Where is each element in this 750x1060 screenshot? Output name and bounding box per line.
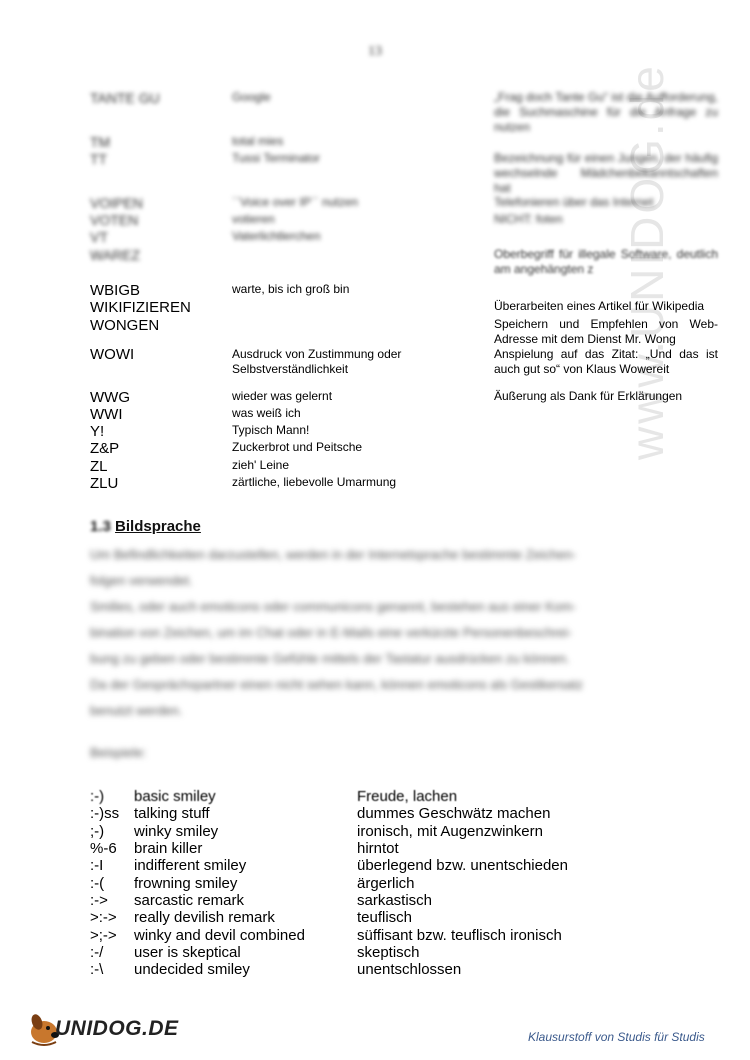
glossary-definition: Google	[232, 90, 271, 104]
glossary-definition: Typisch Mann!	[232, 423, 310, 437]
glossary-definition: zärtliche, liebevolle Umarmung	[232, 475, 397, 489]
glossary-definition: Vaterlichtlerchen	[232, 229, 321, 243]
emoticon-meaning: hirntot	[357, 840, 399, 857]
glossary-term: VOTEN	[90, 212, 139, 228]
emoticon-name: really devilish remark	[134, 909, 275, 926]
emoticon-name: basic smiley	[134, 788, 216, 805]
emoticon-name: undecided smiley	[134, 961, 250, 978]
glossary-term: ZLU	[90, 475, 119, 492]
glossary-note: Bezeichnung für einen Jungen, der häufig wechselnde Mädchenbekanntschaften hat	[494, 151, 718, 195]
glossary-definition: Ausdruck von Zustimmung oder Selbstverständlichkeit	[232, 347, 402, 376]
section-title: Bildsprache	[115, 518, 201, 535]
emoticon-meaning: ärgerlich	[357, 875, 415, 892]
glossary-definition: ``Voice over IP´´ nutzen	[232, 195, 359, 209]
glossary-definition: wieder was gelernt	[232, 389, 333, 403]
emoticon-code: %-6	[90, 840, 117, 857]
glossary-note: Oberbegriff für illegale Software, deutlich am angehängten z	[494, 247, 718, 276]
paragraph-line: bination von Zeichen, um im Chat oder in E-Mails eine verkürzte Personenbeschrei-	[90, 625, 572, 640]
emoticon-meaning: skeptisch	[357, 944, 420, 961]
emoticon-name: user is skeptical	[134, 944, 241, 961]
section-number: 1.3	[90, 518, 111, 535]
footer-logo-text[interactable]: UNIDOG.DE	[55, 1017, 179, 1040]
glossary-term: WIKIFIZIEREN	[90, 299, 191, 316]
emoticon-name: indifferent smiley	[134, 857, 247, 874]
emoticon-code: >;->	[90, 927, 117, 944]
emoticon-code: :-)ss	[90, 805, 120, 822]
paragraph-line: Um Befindlichkeiten darzustellen, werden in der Internetsprache bestimmte Zeichen-	[90, 547, 577, 562]
glossary-definition: total mies	[232, 134, 284, 148]
emoticon-meaning: unentschlossen	[357, 961, 462, 978]
glossary-definition: Zuckerbrot und Peitsche	[232, 440, 363, 454]
glossary-term: WOWI	[90, 346, 135, 363]
emoticon-code: ;-)	[90, 823, 105, 840]
glossary-note: „Frag doch Tante Gu“ ist die Aufforderung, die Suchmaschine für die Anfrage zu nutzen	[494, 90, 718, 134]
glossary-term: WAREZ	[90, 247, 141, 263]
emoticon-name: winky smiley	[134, 823, 219, 840]
glossary-term: WWI	[90, 406, 123, 423]
glossary-term: WBIGB	[90, 282, 141, 299]
glossary-note: Speichern und Empfehlen von Web-Adresse mit dem Dienst Mr. Wong	[494, 317, 718, 346]
glossary-term: ZL	[90, 458, 108, 475]
glossary-definition: warte, bis ich groß bin	[232, 282, 350, 296]
glossary-definition: Tussi Terminator	[232, 151, 321, 165]
emoticon-code: >:->	[90, 909, 117, 926]
examples-label: Beispiele:	[90, 745, 147, 760]
glossary-term: TM	[90, 134, 111, 150]
paragraph-line: folgen verwendet.	[90, 573, 193, 588]
glossary-term: Z&P	[90, 440, 120, 457]
page-number: 13	[368, 44, 382, 59]
emoticon-code: :-I	[90, 857, 104, 874]
glossary-note: Äußerung als Dank für Erklärungen	[494, 389, 683, 403]
emoticon-meaning: Freude, lachen	[357, 788, 458, 805]
emoticon-code: :-/	[90, 944, 104, 961]
emoticon-code: :->	[90, 892, 108, 909]
glossary-note: Anspielung auf das Zitat: „Und das ist auch gut so“ von Klaus Wowereit	[494, 347, 718, 376]
emoticon-name: brain killer	[134, 840, 203, 857]
glossary-term: TANTE GU	[90, 90, 160, 106]
emoticon-code: :-)	[90, 788, 105, 805]
emoticon-meaning: ironisch, mit Augenzwinkern	[357, 823, 543, 840]
glossary-definition: was weiß ich	[232, 406, 301, 420]
paragraph-line: Da der Gesprächspartner einen nicht sehen kann, können emoticons als Gestikersatz	[90, 677, 583, 692]
emoticon-meaning: teuflisch	[357, 909, 413, 926]
watermark: www.UNIDOG.de	[621, 63, 673, 460]
glossary-definition: zieh' Leine	[232, 458, 289, 472]
emoticon-meaning: sarkastisch	[357, 892, 433, 909]
glossary-term: VT	[90, 229, 108, 245]
emoticon-code: :-(	[90, 875, 105, 892]
emoticon-meaning: dummes Geschwätz machen	[357, 805, 551, 822]
footer-tagline: Klausurstoff von Studis für Studis	[528, 1030, 705, 1044]
section-heading	[90, 518, 201, 535]
glossary-term: VOIPEN	[90, 195, 143, 211]
emoticon-code: :-\	[90, 961, 104, 978]
glossary-term: Y!	[90, 423, 105, 440]
glossary-note: Überarbeiten eines Artikel für Wikipedia	[494, 299, 705, 313]
glossary-term: WONGEN	[90, 317, 160, 334]
emoticon-meaning: überlegend bzw. unentschieden	[357, 857, 568, 874]
emoticon-name: frowning smiley	[134, 875, 238, 892]
paragraph-line: benutzt werden.	[90, 703, 183, 718]
paragraph-line: Smilies, oder auch emoticons oder communicons genannt, bestehen aus einer Kom-	[90, 599, 577, 614]
glossary-term: WWG	[90, 389, 130, 406]
emoticon-name: winky and devil combined	[134, 927, 305, 944]
paragraph-line: bung zu geben oder bestimmte Gefühle mittels der Tastatur ausdrücken zu können.	[90, 651, 570, 666]
emoticon-meaning: süffisant bzw. teuflisch ironisch	[357, 927, 562, 944]
glossary-note: Telefonieren über das Internet	[494, 195, 654, 209]
glossary-definition: votieren	[232, 212, 275, 226]
emoticon-name: sarcastic remark	[134, 892, 245, 909]
glossary-term: TT	[90, 151, 108, 167]
glossary-note: NICHT: foten	[494, 212, 563, 226]
emoticon-name: talking stuff	[134, 805, 210, 822]
